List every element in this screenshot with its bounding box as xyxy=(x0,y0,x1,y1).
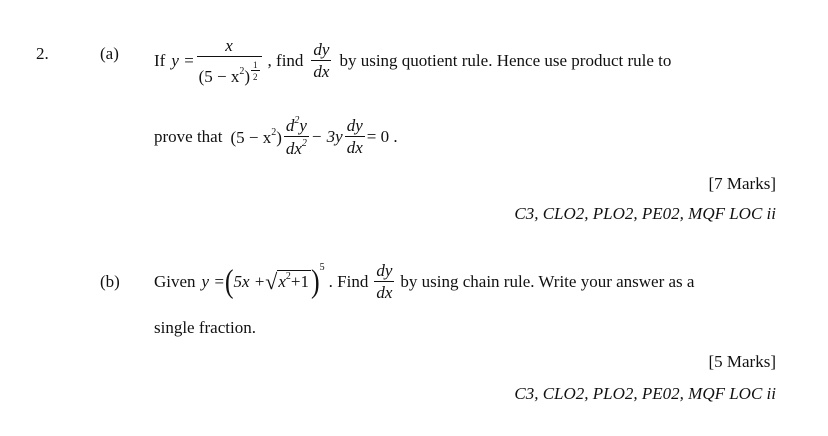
part-a-line1 xyxy=(154,26,671,96)
given-text: Given xyxy=(154,272,196,291)
half-den: 2 xyxy=(253,71,258,82)
half-num: 1 xyxy=(253,59,258,70)
inner-expression: 5x + xyxy=(233,272,266,291)
square-root: $√x^2+1$ xyxy=(265,269,309,294)
den-close: ) xyxy=(244,66,251,86)
dx2: $dx^2$ xyxy=(285,138,307,158)
fraction-numerator: x xyxy=(225,35,233,55)
d2ydx2-fraction xyxy=(284,116,309,158)
dydx-fraction-b: $\frac{dy}{dx}$ xyxy=(376,261,393,302)
y-equals-b: y = xyxy=(201,272,225,291)
close-paren: ) xyxy=(311,263,320,300)
part-a-label: (a) xyxy=(100,44,119,63)
fraction-denominator: $(5 - x^2)$ $\frac{1}{2}$ xyxy=(197,56,262,86)
prove-text: prove that xyxy=(154,127,223,146)
d2y: $d^2y$ xyxy=(285,115,307,136)
part-b-line1 xyxy=(154,256,694,308)
part-b-line2: single fraction. xyxy=(154,318,256,337)
part-a-clo: C3, CLO2, PLO2, PE02, MQF LOC ii xyxy=(514,204,776,223)
dydx-fraction xyxy=(311,41,331,81)
y-equals: y = xyxy=(171,51,195,70)
if-text: If xyxy=(154,51,166,70)
dydx-fraction-2: $\frac{dy}{dx}$ xyxy=(346,116,363,157)
prove-paren: $(5 - x^2)$ xyxy=(230,126,282,147)
main-fraction xyxy=(197,37,262,86)
power: 5 xyxy=(319,262,325,273)
part-b-label: (b) xyxy=(100,272,120,291)
equals-zero: = 0 . xyxy=(366,127,398,146)
dx: dx xyxy=(313,62,330,81)
part-b-marks: [5 Marks] xyxy=(708,352,776,371)
half-exponent xyxy=(251,61,260,82)
part-a-line2 xyxy=(154,112,398,162)
part-a-sentence: by using quotient rule. Hence use product rule to xyxy=(339,51,672,70)
open-paren: ( xyxy=(224,263,234,300)
part-a-marks: [7 Marks] xyxy=(708,174,776,193)
part-b-clo: C3, CLO2, PLO2, PE02, MQF LOC ii xyxy=(514,384,776,403)
minus-3y: − 3y xyxy=(310,127,343,146)
part-b-sentence: by using chain rule. Write your answer as a xyxy=(400,272,695,291)
den-open: (5 − x xyxy=(198,66,240,86)
find-text-b: . Find xyxy=(328,272,369,291)
question-number: 2. xyxy=(36,44,49,63)
find-text: , find xyxy=(267,51,304,70)
dy: dy xyxy=(313,40,330,60)
